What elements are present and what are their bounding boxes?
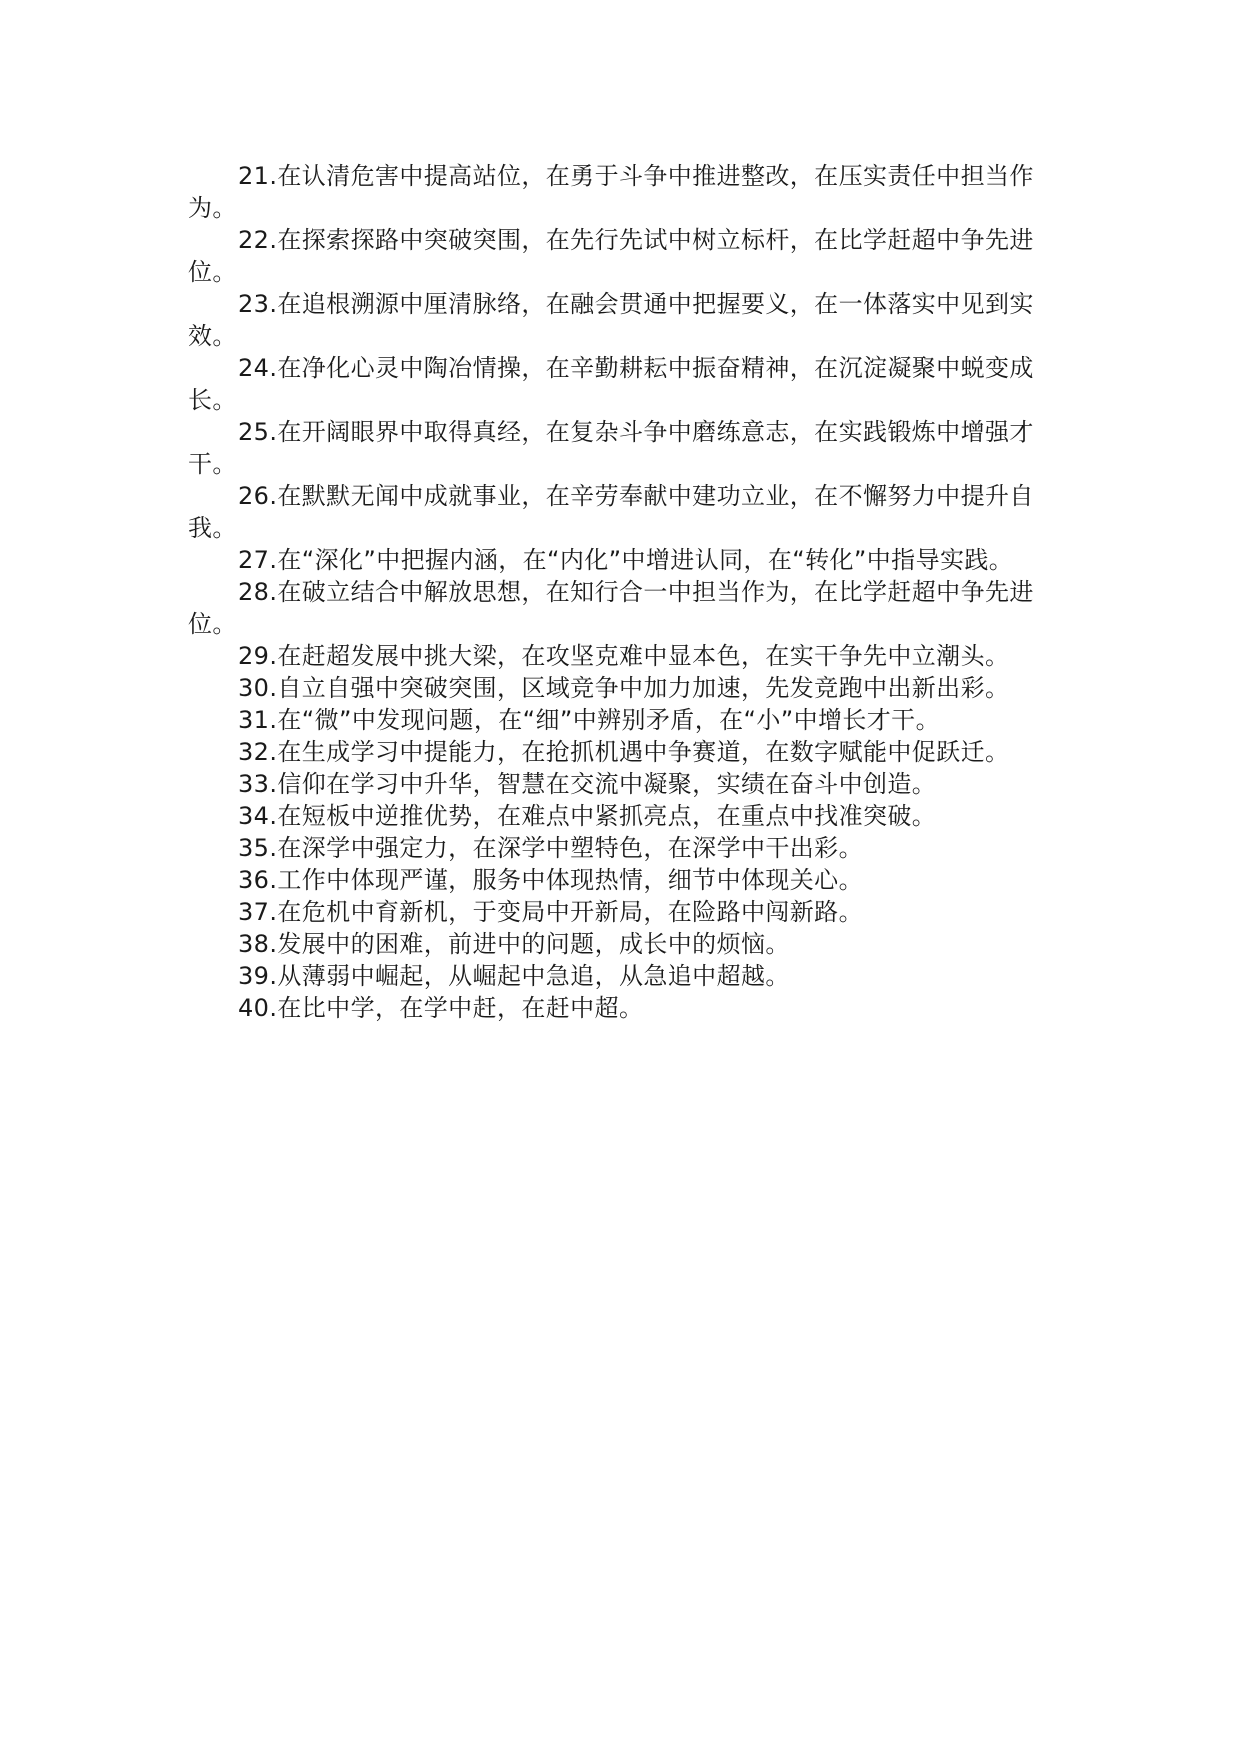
list-item: 21.在认清危害中提高站位，在勇于斗争中推进整改，在压实责任中担当作为。 (188, 162, 1034, 222)
list-item: 28.在破立结合中解放思想，在知行合一中担当作为，在比学赶超中争先进位。 (188, 578, 1034, 638)
list-item: 27.在“深化”中把握内涵，在“内化”中增进认同，在“转化”中指导实践。 (238, 546, 1014, 574)
list-item: 36.工作中体现严谨，服务中体现热情，细节中体现关心。 (238, 866, 863, 894)
list-item: 22.在探索探路中突破突围，在先行先试中树立标杆，在比学赶超中争先进位。 (188, 226, 1034, 286)
list-item: 32.在生成学习中提能力，在抢抓机遇中争赛道，在数字赋能中促跃迁。 (238, 738, 1010, 766)
list-item: 39.从薄弱中崛起，从崛起中急追，从急追中超越。 (238, 962, 790, 990)
list-item: 29.在赶超发展中挑大梁，在攻坚克难中显本色，在实干争先中立潮头。 (238, 642, 1010, 670)
document-body (188, 160, 1050, 1024)
list-item: 31.在“微”中发现问题，在“细”中辨别矛盾，在“小”中增长才干。 (238, 706, 940, 734)
list-item: 35.在深学中强定力，在深学中塑特色，在深学中干出彩。 (238, 834, 863, 862)
list-item: 33.信仰在学习中升华，智慧在交流中凝聚，实绩在奋斗中创造。 (238, 770, 937, 798)
list-item: 30.自立自强中突破突围，区域竞争中加力加速，先发竞跑中出新出彩。 (238, 674, 1010, 702)
list-item: 40.在比中学，在学中赶，在赶中超。 (238, 994, 644, 1022)
list-item: 38.发展中的困难，前进中的问题，成长中的烦恼。 (238, 930, 790, 958)
list-item: 24.在净化心灵中陶冶情操，在辛勤耕耘中振奋精神，在沉淀凝聚中蜕变成长。 (188, 354, 1034, 414)
list-item: 23.在追根溯源中厘清脉络，在融会贯通中把握要义，在一体落实中见到实效。 (188, 290, 1034, 350)
list-item: 34.在短板中逆推优势，在难点中紧抓亮点，在重点中找准突破。 (238, 802, 937, 830)
list-item: 26.在默默无闻中成就事业，在辛劳奉献中建功立业，在不懈努力中提升自我。 (188, 482, 1034, 542)
list-item: 25.在开阔眼界中取得真经，在复杂斗争中磨练意志，在实践锻炼中增强才干。 (188, 418, 1034, 478)
list-item: 37.在危机中育新机，于变局中开新局，在险路中闯新路。 (238, 898, 863, 926)
